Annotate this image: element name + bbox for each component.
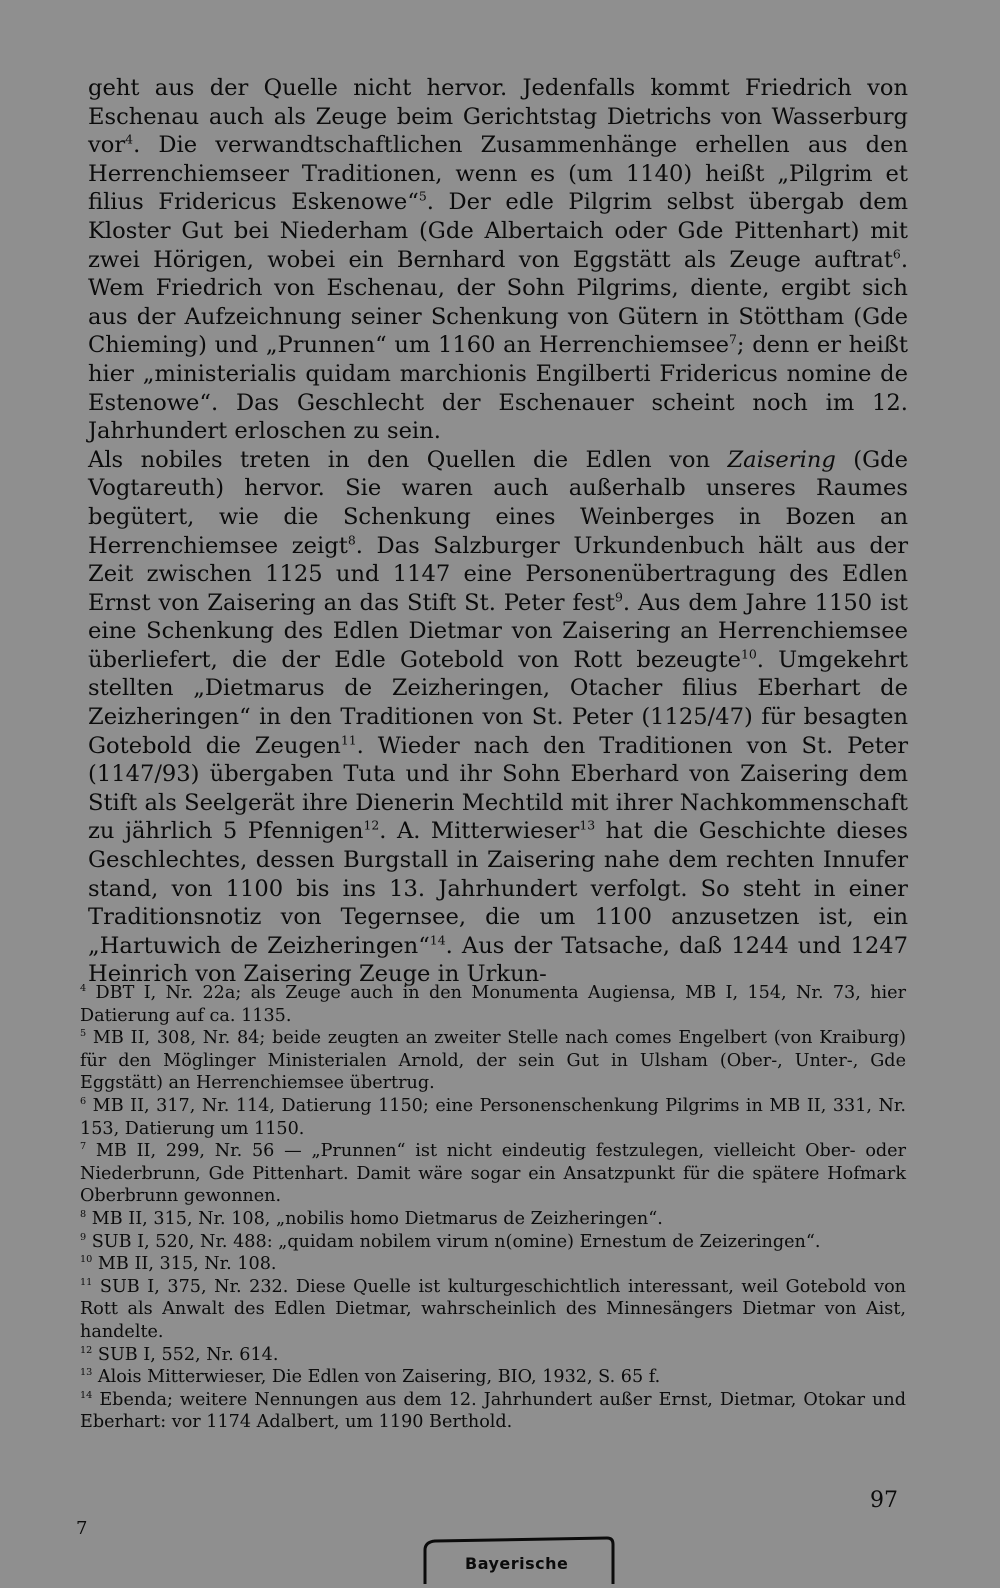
- footnote: [80, 1276, 906, 1344]
- paragraph: [88, 74, 908, 446]
- footnote-text: Alois Mitterwieser, Die Edlen von Zaisering, BIO, 1932, S. 65 f.: [92, 1367, 661, 1388]
- text-run: . Aus dem Jahre 1150 ist eine Schenkung des Edlen Dietmar von Zaisering an Herrenchiemsee überliefert, die der Edle Gotebold von Rott bezeugte: [88, 589, 908, 673]
- footnote-text: SUB I, 520, Nr. 488: „quidam nobilem virum n(omine) Ernestum de Zeizeringen“.: [86, 1231, 821, 1252]
- footnote: [80, 1389, 906, 1434]
- footnote: [80, 982, 906, 1027]
- page-number: 97: [870, 1488, 898, 1513]
- footnote: [80, 1253, 906, 1276]
- footnote-number: 13: [80, 1367, 93, 1379]
- footnote-ref[interactable]: 4: [125, 131, 134, 147]
- footnote-ref[interactable]: 12: [363, 817, 380, 833]
- text-run: . Wieder nach den Traditionen von St. Peter (1147/93) übergaben Tuta und ihr Sohn Eberhard von Zaisering dem Stift als Seelgerät ihre Dienerin Mechtild mit ihrer Nachkommenschaft zu jährlich 5 Pfennigen: [88, 732, 908, 845]
- footnote-ref[interactable]: 7: [729, 331, 737, 347]
- footnote-ref[interactable]: 8: [347, 531, 356, 547]
- footnote-number: 11: [80, 1276, 93, 1288]
- footnote: [80, 1344, 906, 1367]
- footnote-number: 7: [80, 1141, 87, 1153]
- text-run: . Wem Friedrich von Eschenau, der Sohn Pilgrims, diente, ergibt sich aus der Aufzeichnung seiner Schenkung von Gütern in Stöttham (Gde Chieming) und „Prunnen“ um 1160 an Herrenchiemsee: [88, 246, 908, 359]
- stamp-text: Bayerische: [465, 1554, 569, 1573]
- footnote-number: 8: [80, 1209, 87, 1221]
- signature-mark: 7: [76, 1518, 88, 1539]
- footnote: [80, 1140, 906, 1208]
- footnote-text: MB II, 308, Nr. 84; beide zeugten an zweiter Stelle nach comes Engelbert (von Kraiburg) für den Möglinger Ministerialen Arnold, der sein Gut in Ulsham (Ober-, Unter-, Gde Eggstätt) an Herrenchiemsee übertrug.: [80, 1028, 906, 1094]
- text-run: . Aus der Tatsache, daß 1244 und 1247 Heinrich von Zaisering Zeuge in Urkun-: [88, 932, 908, 988]
- footnote-number: 14: [80, 1389, 93, 1401]
- footnote: [80, 1208, 906, 1231]
- text-run: (Gde Vogtareuth) hervor. Sie waren auch außerhalb unseres Raumes begütert, wie die Schenkung eines Weinberges in Bozen an Herrenchiemsee zeigt: [88, 446, 908, 559]
- text-run: . Umgekehrt stellten „Dietmarus de Zeizheringen, Otacher filius Eberhart de Zeizheringen“ in den Traditionen von St. Peter (1125/47) für besagten Gotebold die Zeugen: [88, 646, 908, 759]
- footnote: [80, 1366, 906, 1389]
- footnote-text: MB II, 315, Nr. 108, „nobilis homo Dietmarus de Zeizheringen“.: [86, 1208, 663, 1229]
- footnote-text: DBT I, Nr. 22a; als Zeuge auch in den Monumenta Augiensa, MB I, 154, Nr. 73, hier Datierung auf ca. 1135.: [80, 983, 906, 1026]
- text-run: . Der edle Pilgrim selbst übergab dem Kloster Gut bei Niederham (Gde Albertaich oder Gde Pittenhart) mit zwei Hörigen, wobei ein Bernhard von Eggstätt als Zeuge auftrat: [88, 189, 908, 273]
- footnote-ref[interactable]: 9: [614, 589, 623, 604]
- footnote-ref[interactable]: 14: [429, 932, 446, 948]
- footnote-text: MB II, 317, Nr. 114, Datierung 1150; eine Personenschenkung Pilgrims in MB II, 331, Nr. 153, Datierung um 1150.: [80, 1095, 906, 1139]
- footnotes: [80, 982, 906, 1434]
- footnote-text: SUB I, 375, Nr. 232. Diese Quelle ist kulturgeschichtlich interessant, weil Gotebold von Rott als Anwalt des Edlen Dietmar, wahrscheinlich des Minnesängers Dietmar von Aist, handelte.: [80, 1276, 906, 1342]
- text-run: . Das Salzburger Urkundenbuch hält aus der Zeit zwischen 1125 und 1147 eine Personenübertragung des Edlen Ernst von Zaisering an das Stift St. Peter fest: [88, 532, 908, 616]
- footnote-text: Ebenda; weitere Nennungen aus dem 12. Jahrhundert außer Ernst, Dietmar, Otokar und Eberhart: vor 1174 Adalbert, um 1190 Berthold.: [80, 1389, 906, 1433]
- footnote-ref[interactable]: 13: [579, 817, 596, 833]
- footnote-number: 4: [80, 983, 87, 995]
- footnote: [80, 1095, 906, 1140]
- text-run: hat die Geschichte dieses Geschlechtes, dessen Burgstall in Zaisering nahe dem rechten Innufer stand, von 1100 bis ins 13. Jahrhundert verfolgt. So steht in einer Traditionsnotiz von Tegernsee, die um 1100 anzusetzen ist, ein „Hartuwich de Zeizheringen“: [88, 818, 908, 959]
- footnote: [80, 1231, 906, 1254]
- text-run: ; denn er heißt hier „ministerialis quidam marchionis Engilberti Fridericus nomine de Estenowe“. Das Geschlecht der Eschenauer scheint noch im 12. Jahrhundert erloschen zu sein.: [88, 332, 908, 445]
- footnote-ref[interactable]: 6: [892, 245, 901, 261]
- library-stamp: [419, 1528, 615, 1586]
- footnote-number: 9: [80, 1231, 87, 1243]
- footnote-number: 6: [80, 1096, 87, 1108]
- footnote-text: SUB I, 552, Nr. 614.: [92, 1344, 279, 1365]
- footnote-number: 10: [80, 1254, 93, 1266]
- text-run: Als nobiles treten in den Quellen die Edlen von: [88, 446, 728, 473]
- footnote-number: 5: [80, 1028, 87, 1040]
- text-run: . Die verwandtschaftlichen Zusammenhänge erhellen aus den Herrenchiemseer Traditionen, wenn es (um 1140) heißt „Pilgrim et filius Fridericus Eskenowe“: [88, 132, 908, 216]
- footnote-ref[interactable]: 11: [340, 731, 357, 747]
- place-name: Zaisering: [727, 446, 836, 473]
- footnote-ref[interactable]: 10: [740, 646, 757, 662]
- footnote-text: MB II, 315, Nr. 108.: [92, 1254, 277, 1275]
- footnote: [80, 1027, 906, 1095]
- text-run: geht aus der Quelle nicht hervor. Jedenfalls kommt Friedrich von Eschenau auch als Zeuge beim Gerichtstag Dietrichs von Wasserburg vor: [88, 75, 908, 159]
- footnote-text: MB II, 299, Nr. 56 — „Prunnen“ ist nicht eindeutig festzulegen, vielleicht Ober- oder Niederbrunn, Gde Pittenhart. Damit wäre sogar ein Ansatzpunkt für die spätere Hofmark Oberbrunn gewonnen.: [80, 1141, 906, 1207]
- paragraph: [88, 446, 908, 989]
- footnote-number: 12: [80, 1344, 93, 1356]
- footnote-ref[interactable]: 5: [418, 188, 427, 204]
- text-run: . A. Mitterwieser: [379, 818, 580, 845]
- main-text: [88, 74, 908, 989]
